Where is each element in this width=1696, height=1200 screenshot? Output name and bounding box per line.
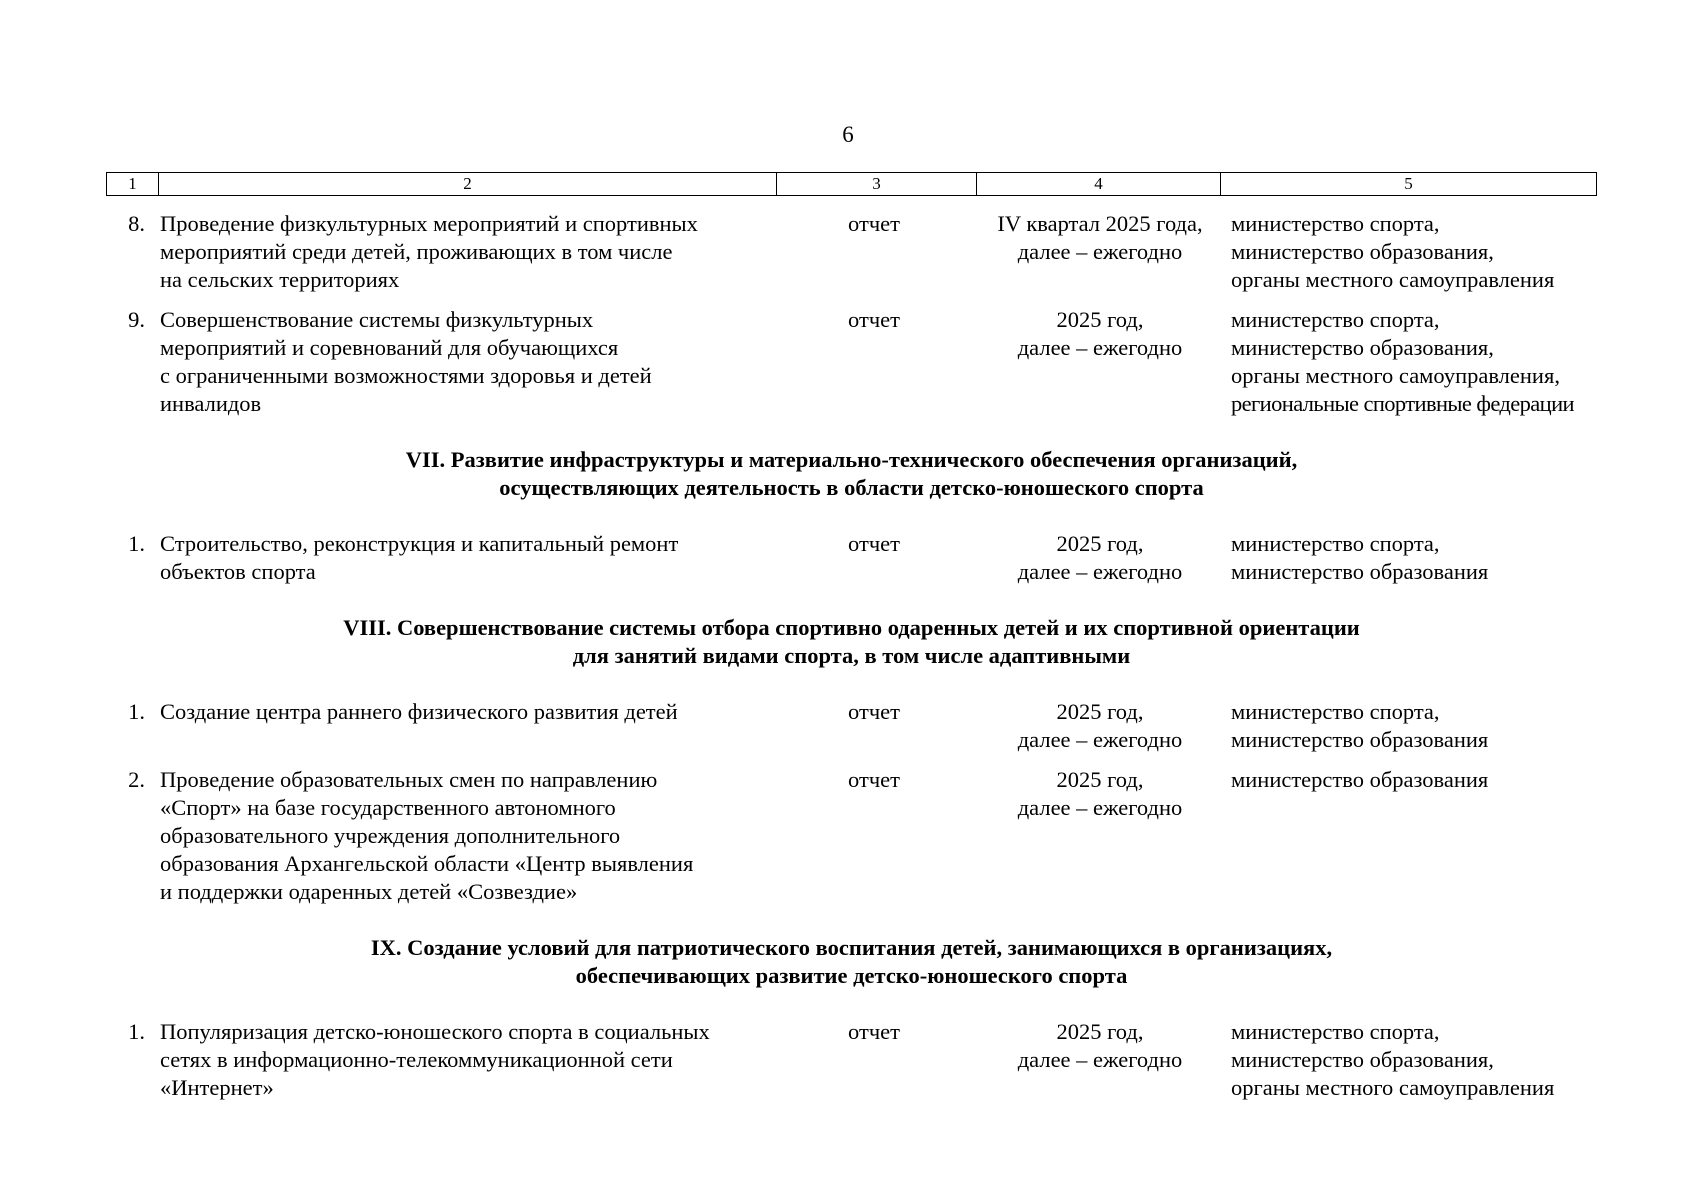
deadline-line: далее – ежегодно bbox=[1017, 727, 1183, 752]
activity-text bbox=[158, 210, 770, 294]
row-number: 2. bbox=[128, 767, 145, 792]
responsible-line: министерство образования, bbox=[1231, 1047, 1494, 1072]
heading-line: для занятий видами спорта, в том числе адаптивными bbox=[572, 643, 1131, 668]
text-line: Популяризация детско-юношеского спорта в социальных bbox=[160, 1019, 710, 1044]
responsible-line: органы местного самоуправления bbox=[1231, 267, 1555, 292]
report-form: отчет bbox=[848, 699, 900, 724]
deadline-line: 2025 год, bbox=[1056, 307, 1144, 332]
text-line: мероприятий среди детей, проживающих в том числе bbox=[160, 239, 673, 264]
text-line: мероприятий и соревнований для обучающихся bbox=[160, 335, 619, 360]
table-row bbox=[106, 1018, 1597, 1102]
report-form: отчет bbox=[848, 531, 900, 556]
deadline-line: IV квартал 2025 года, bbox=[997, 211, 1203, 236]
responsible-line: министерство спорта, bbox=[1231, 307, 1440, 332]
responsible bbox=[1222, 530, 1597, 586]
row-number: 1. bbox=[128, 699, 145, 724]
page-number: 6 bbox=[842, 122, 854, 147]
text-line: Проведение физкультурных мероприятий и спортивных bbox=[160, 211, 698, 236]
heading-line: IX. Создание условий для патриотического воспитания детей, занимающихся в организациях, bbox=[370, 935, 1333, 960]
text-line: Совершенствование системы физкультурных bbox=[160, 307, 594, 332]
row-number: 9. bbox=[128, 307, 145, 332]
deadline bbox=[978, 210, 1222, 294]
deadline bbox=[978, 766, 1222, 906]
responsible-line: министерство спорта, bbox=[1231, 531, 1440, 556]
section-heading-viii bbox=[106, 614, 1597, 670]
responsible bbox=[1222, 698, 1597, 754]
deadline bbox=[978, 1018, 1222, 1102]
responsible-line: министерство спорта, bbox=[1231, 1019, 1440, 1044]
deadline-line: далее – ежегодно bbox=[1017, 239, 1183, 264]
deadline-line: далее – ежегодно bbox=[1017, 559, 1183, 584]
section-heading-vii bbox=[106, 446, 1597, 502]
text-line: образовательного учреждения дополнительного bbox=[160, 823, 621, 848]
table-row bbox=[106, 530, 1597, 586]
text-line: Строительство, реконструкция и капитальный ремонт bbox=[160, 531, 679, 556]
report-form: отчет bbox=[848, 307, 900, 332]
column-number-2: 2 bbox=[159, 173, 777, 196]
table-row bbox=[106, 306, 1597, 418]
responsible-line: министерство спорта, bbox=[1231, 211, 1440, 236]
responsible-line: органы местного самоуправления, bbox=[1231, 363, 1560, 388]
activity-text bbox=[158, 698, 770, 754]
activity-text bbox=[158, 1018, 770, 1102]
text-line: «Спорт» на базе государственного автономного bbox=[160, 795, 616, 820]
responsible-line: органы местного самоуправления bbox=[1231, 1075, 1555, 1100]
report-form: отчет bbox=[848, 767, 900, 792]
row-number: 1. bbox=[128, 1019, 145, 1044]
deadline bbox=[978, 530, 1222, 586]
responsible bbox=[1222, 1018, 1597, 1102]
deadline-line: 2025 год, bbox=[1056, 531, 1144, 556]
text-line: образования Архангельской области «Центр выявления bbox=[160, 851, 694, 876]
responsible-line: министерство образования, bbox=[1231, 239, 1494, 264]
heading-line: обеспечивающих развитие детско-юношеского спорта bbox=[575, 963, 1128, 988]
table-row bbox=[106, 210, 1597, 294]
deadline-line: далее – ежегодно bbox=[1017, 795, 1183, 820]
responsible-line: министерство образования bbox=[1231, 767, 1489, 792]
activity-text bbox=[158, 530, 770, 586]
responsible bbox=[1222, 210, 1597, 294]
column-number-5: 5 bbox=[1221, 173, 1597, 196]
text-line: и поддержки одаренных детей «Созвездие» bbox=[160, 879, 578, 904]
deadline-line: 2025 год, bbox=[1056, 699, 1144, 724]
report-form: отчет bbox=[848, 211, 900, 236]
activity-text bbox=[158, 766, 770, 906]
heading-line: осуществляющих деятельность в области детско-юношеского спорта bbox=[499, 475, 1204, 500]
text-line: инвалидов bbox=[160, 391, 262, 416]
text-line: Создание центра раннего физического развития детей bbox=[160, 699, 678, 724]
text-line: объектов спорта bbox=[160, 559, 316, 584]
deadline-line: 2025 год, bbox=[1056, 1019, 1144, 1044]
text-line: сетях в информационно-телекоммуникационной сети bbox=[160, 1047, 673, 1072]
deadline-line: далее – ежегодно bbox=[1017, 335, 1183, 360]
heading-line: VII. Развитие инфраструктуры и материально-технического обеспечения организаций, bbox=[405, 447, 1298, 472]
table-row bbox=[106, 766, 1597, 906]
row-number: 8. bbox=[128, 211, 145, 236]
column-numbers-header bbox=[106, 172, 1597, 196]
activity-text bbox=[158, 306, 770, 418]
column-number-3: 3 bbox=[777, 173, 977, 196]
column-number-1: 1 bbox=[107, 173, 159, 196]
responsible-line: министерство образования, bbox=[1231, 335, 1494, 360]
table-row bbox=[106, 698, 1597, 754]
responsible-line: министерство образования bbox=[1231, 559, 1489, 584]
responsible-line: министерство спорта, bbox=[1231, 699, 1440, 724]
responsible-line: региональные спортивные федерации bbox=[1231, 391, 1575, 416]
column-number-4: 4 bbox=[977, 173, 1221, 196]
report-form: отчет bbox=[848, 1019, 900, 1044]
deadline bbox=[978, 698, 1222, 754]
document-body bbox=[106, 210, 1597, 1102]
deadline bbox=[978, 306, 1222, 418]
text-line: с ограниченными возможностями здоровья и детей bbox=[160, 363, 652, 388]
text-line: на сельских территориях bbox=[160, 267, 400, 292]
text-line: «Интернет» bbox=[160, 1075, 274, 1100]
responsible-line: министерство образования bbox=[1231, 727, 1489, 752]
row-number: 1. bbox=[128, 531, 145, 556]
responsible bbox=[1222, 306, 1597, 418]
deadline-line: 2025 год, bbox=[1056, 767, 1144, 792]
text-line: Проведение образовательных смен по направлению bbox=[160, 767, 658, 792]
deadline-line: далее – ежегодно bbox=[1017, 1047, 1183, 1072]
heading-line: VIII. Совершенствование системы отбора спортивно одаренных детей и их спортивной ориентации bbox=[343, 615, 1360, 640]
responsible bbox=[1222, 766, 1597, 906]
section-heading-ix bbox=[106, 934, 1597, 990]
